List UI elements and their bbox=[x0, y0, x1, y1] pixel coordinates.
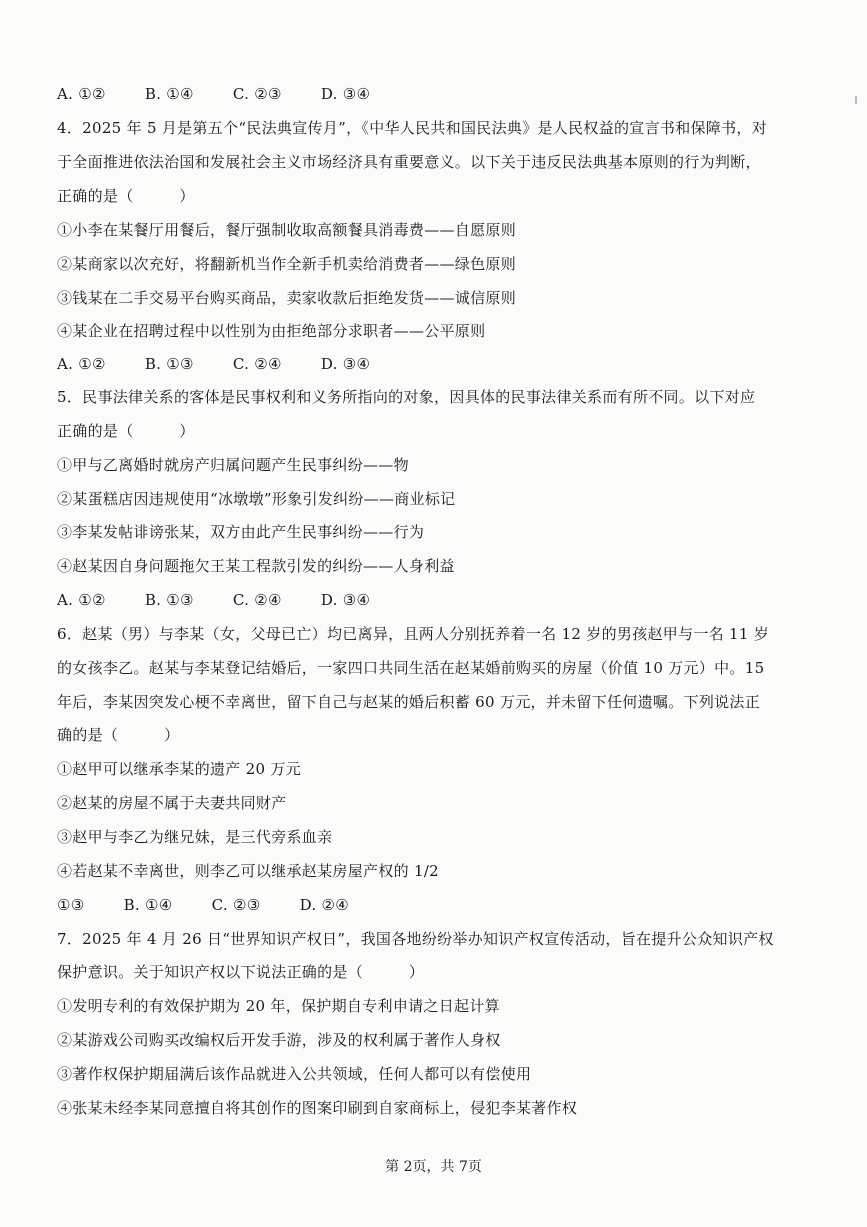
question-stem-line: 5．民事法律关系的客体是民事权利和义务所指向的对象，因具体的民事法律关系而有所不同。以下对应 bbox=[57, 388, 756, 406]
question-item: ③钱某在二手交易平台购买商品，卖家收款后拒绝发货——诚信原则 bbox=[57, 289, 517, 307]
question-item: ③李某发帖诽谤张某，双方由此产生民事纠纷——行为 bbox=[57, 523, 425, 541]
question-item: ④赵某因自身问题拖欠王某工程款引发的纠纷——人身利益 bbox=[57, 557, 455, 575]
question-options bbox=[57, 895, 827, 915]
question-item: ③著作权保护期届满后该作品就进入公共领域，任何人都可以有偿使用 bbox=[57, 1065, 532, 1083]
question-stem-line: 于全面推进依法治国和发展社会主义市场经济具有重要意义。以下关于违反民法典基本原则的行为判断， bbox=[57, 153, 761, 171]
option-d: D. ③④ bbox=[320, 591, 371, 609]
question-stem-line: 的女孩李乙。赵某与李某登记结婚后，一家四口共同生活在赵某婚前购买的房屋（价值 10 万元）中。15 bbox=[57, 659, 765, 677]
question-stem-line: 4．2025 年 5 月是第五个“民法典宣传月”，《中华人民共和国民法典》是人民权益的宣言书和保障书，对 bbox=[57, 119, 768, 137]
question-item: ④张某未经李某同意擅自将其创作的图案印刷到自家商标上，侵犯李某著作权 bbox=[57, 1099, 578, 1117]
question-item: ③赵甲与李乙为继兄妹，是三代旁系血亲 bbox=[57, 828, 333, 846]
question-item: ②赵某的房屋不属于夫妻共同财产 bbox=[57, 794, 287, 812]
question-stem-line: 正确的是（ ） bbox=[57, 187, 195, 205]
option-d: D. ③④ bbox=[320, 85, 371, 103]
option-a: A. ①② bbox=[57, 591, 106, 609]
question-stem-line: 正确的是（ ） bbox=[57, 422, 195, 440]
question-stem-line: 保护意识。关于知识产权以下说法正确的是（ ） bbox=[57, 963, 425, 981]
option-a: ①③ bbox=[57, 896, 85, 914]
option-b: B. ①④ bbox=[123, 896, 173, 914]
option-d: D. ②④ bbox=[299, 896, 350, 914]
question-item: ②某游戏公司购买改编权后开发手游，涉及的权利属于著作人身权 bbox=[57, 1031, 501, 1049]
scan-edge-mark bbox=[855, 96, 857, 104]
option-b: B. ①③ bbox=[144, 591, 194, 609]
question-item: ④某企业在招聘过程中以性别为由拒绝部分求职者——公平原则 bbox=[57, 322, 486, 340]
question-stem-line: 确的是（ ） bbox=[57, 726, 180, 744]
question-options bbox=[57, 354, 827, 374]
page-number-footer: 第 2页，共 7页 bbox=[385, 1159, 482, 1175]
option-c: C. ②④ bbox=[232, 355, 282, 373]
question-stem-line: 6．赵某（男）与李某（女，父母已亡）均已离异，且两人分别抚养着一名 12 岁的男孩赵甲与一名 11 岁 bbox=[57, 625, 770, 643]
option-c: C. ②④ bbox=[232, 591, 282, 609]
question-options bbox=[57, 590, 827, 610]
question-item: ①甲与乙离婚时就房产归属问题产生民事纠纷——物 bbox=[57, 456, 409, 474]
question-stem-line: 7．2025 年 4 月 26 日“世界知识产权日”，我国各地纷纷举办知识产权宣传活动，旨在提升公众知识产权 bbox=[57, 930, 774, 948]
question-item: ②某商家以次充好，将翻新机当作全新手机卖给消费者——绿色原则 bbox=[57, 255, 517, 273]
option-a: A. ①② bbox=[57, 85, 106, 103]
option-d: D. ③④ bbox=[320, 355, 371, 373]
question-item: ④若赵某不幸离世，则李乙可以继承赵某房屋产权的 1/2 bbox=[57, 862, 440, 880]
question-stem-line: 年后，李某因突发心梗不幸离世，留下自己与赵某的婚后积蓄 60 万元，并未留下任何遗嘱。下列说法正 bbox=[57, 693, 761, 711]
question-item: ②某蛋糕店因违规使用“冰墩墩”形象引发纠纷——商业标记 bbox=[57, 490, 456, 508]
question-item: ①小李在某餐厅用餐后，餐厅强制收取高额餐具消毒费——自愿原则 bbox=[57, 221, 517, 239]
prev-question-options bbox=[57, 84, 827, 104]
question-item: ①赵甲可以继承李某的遗产 20 万元 bbox=[57, 760, 302, 778]
option-c: C. ②③ bbox=[232, 85, 282, 103]
option-a: A. ①② bbox=[57, 355, 106, 373]
option-c: C. ②③ bbox=[211, 896, 261, 914]
question-item: ①发明专利的有效保护期为 20 年，保护期自专利申请之日起计算 bbox=[57, 997, 500, 1015]
option-b: B. ①④ bbox=[144, 85, 194, 103]
option-b: B. ①③ bbox=[144, 355, 194, 373]
